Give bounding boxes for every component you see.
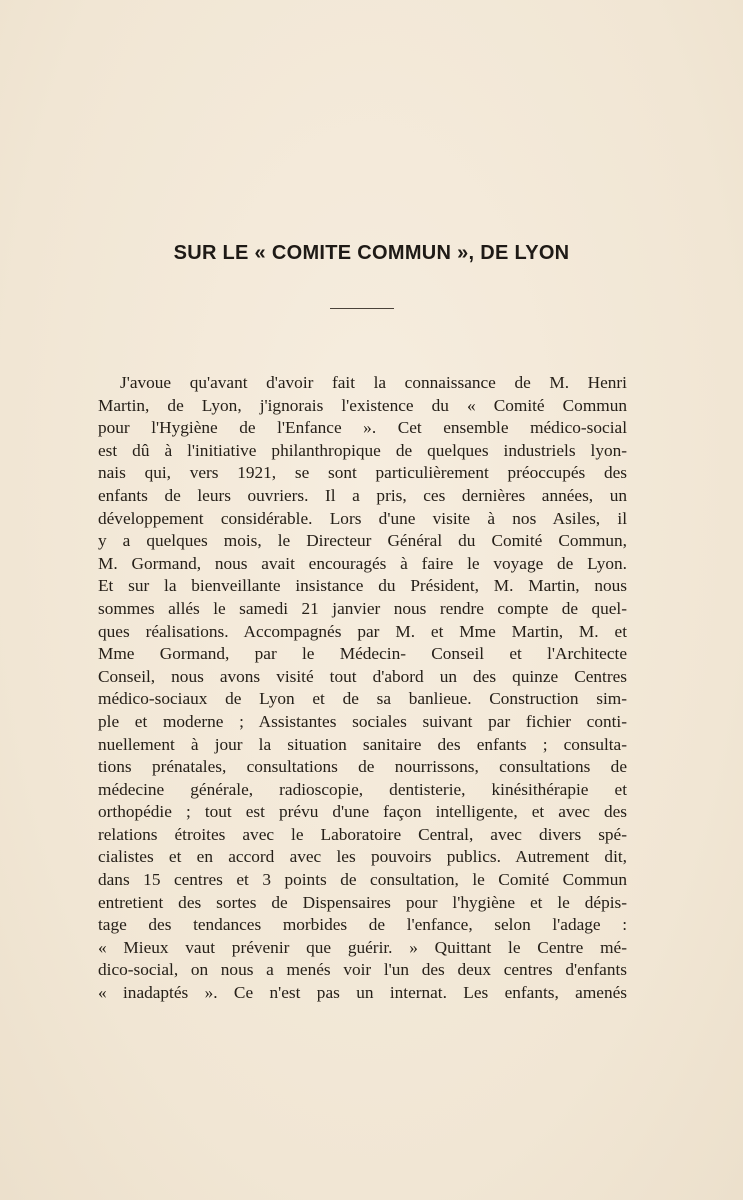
- text-line: ple et moderne ; Assistantes sociales suivant par fichier conti-: [98, 711, 627, 731]
- text-line: tage des tendances morbides de l'enfance, selon l'adage :: [98, 915, 627, 935]
- text-line: orthopédie ; tout est prévu d'une façon intelligente, et avec des: [98, 802, 627, 822]
- text-line: médecine générale, radioscopie, dentisterie, kinésithérapie et: [98, 779, 627, 799]
- text-line: pour l'Hygiène de l'Enfance ». Cet ensemble médico-social: [98, 418, 627, 438]
- title-divider: [330, 308, 394, 309]
- text-line: dans 15 centres et 3 points de consultation, le Comité Commun: [98, 870, 627, 890]
- text-line: entretient des sortes de Dispensaires pour l'hygiène et le dépis-: [98, 892, 627, 912]
- text-line: Mme Gormand, par le Médecin- Conseil et l'Architecte: [98, 644, 627, 664]
- text-line: « Mieux vaut prévenir que guérir. » Quittant le Centre mé-: [98, 937, 627, 957]
- text-line: Conseil, nous avons visité tout d'abord un des quinze Centres: [98, 666, 627, 686]
- text-line: nuellement à jour la situation sanitaire des enfants ; consulta-: [98, 734, 627, 754]
- text-line: Et sur la bienveillante insistance du Président, M. Martin, nous: [98, 576, 627, 596]
- text-line: relations étroites avec le Laboratoire Central, avec divers spé-: [98, 824, 627, 844]
- text-line: développement considérable. Lors d'une visite à nos Asiles, il: [98, 508, 627, 528]
- body-text: [98, 372, 627, 1005]
- text-line: « inadaptés ». Ce n'est pas un internat. Les enfants, amenés: [98, 983, 627, 1003]
- text-line: J'avoue qu'avant d'avoir fait la connaissance de M. Henri: [120, 373, 627, 392]
- text-line: sommes allés le samedi 21 janvier nous rendre compte de quel-: [98, 598, 627, 618]
- text-line: nais qui, vers 1921, se sont particulièrement préoccupés des: [98, 463, 627, 483]
- page-title: SUR LE « COMITE COMMUN », DE LYON: [173, 242, 570, 264]
- text-line: est dû à l'initiative philanthropique de quelques industriels lyon-: [98, 440, 627, 460]
- text-line: tions prénatales, consultations de nourrissons, consultations de: [98, 757, 627, 777]
- text-line: enfants de leurs ouvriers. Il a pris, ces dernières années, un: [98, 485, 627, 505]
- text-line: cialistes et en accord avec les pouvoirs publics. Autrement dit,: [98, 847, 627, 867]
- text-line: médico-sociaux de Lyon et de sa banlieue. Construction sim-: [98, 689, 627, 709]
- text-line: M. Gormand, nous avait encouragés à faire le voyage de Lyon.: [98, 553, 627, 573]
- text-line: y a quelques mois, le Directeur Général du Comité Commun,: [98, 531, 627, 551]
- text-line: dico-social, on nous a menés voir l'un des deux centres d'enfants: [98, 960, 627, 980]
- text-line: Martin, de Lyon, j'ignorais l'existence du « Comité Commun: [98, 395, 627, 415]
- text-line: ques réalisations. Accompagnés par M. et Mme Martin, M. et: [98, 621, 627, 641]
